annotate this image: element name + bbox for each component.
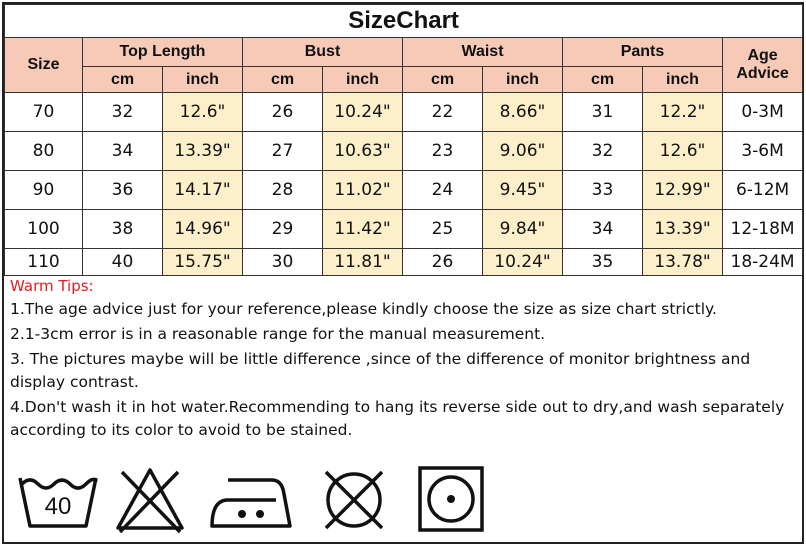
unit-header: cm [243, 67, 323, 93]
table-cell: 12.2" [643, 93, 723, 132]
age-advice-line2: Advice [736, 65, 789, 82]
table-cell: 15.75" [163, 249, 243, 276]
unit-header: inch [643, 67, 723, 93]
table-cell: 24 [403, 171, 483, 210]
size-cell: 110 [5, 249, 83, 276]
unit-header: inch [323, 67, 403, 93]
tip-item: 4.Don't wash it in hot water.Recommending to hang its reverse side out to dry,and wash separately according to its color to avoid to be stained. [10, 398, 785, 439]
table-row [5, 93, 803, 132]
table-cell: 12.99" [643, 171, 723, 210]
table-cell: 10.24" [483, 249, 563, 276]
do-not-dry-clean-icon [318, 464, 390, 534]
age-cell: 6-12M [723, 171, 803, 210]
age-cell: 18-24M [723, 249, 803, 276]
table-cell: 27 [243, 132, 323, 171]
table-cell: 26 [243, 93, 323, 132]
table-cell: 23 [403, 132, 483, 171]
table-row [5, 171, 803, 210]
tips-title: Warm Tips: [10, 277, 94, 295]
table-cell: 10.63" [323, 132, 403, 171]
table-cell: 22 [403, 93, 483, 132]
pants-header: Pants [563, 38, 723, 67]
table-cell: 34 [83, 132, 163, 171]
tumble-dry-icon [416, 464, 486, 534]
table-cell: 31 [563, 93, 643, 132]
table-cell: 33 [563, 171, 643, 210]
table-cell: 36 [83, 171, 163, 210]
table-cell: 32 [83, 93, 163, 132]
table-cell: 8.66" [483, 93, 563, 132]
unit-header: cm [403, 67, 483, 93]
chart-title: SizeChart [5, 5, 803, 38]
table-cell: 40 [83, 249, 163, 276]
tip-item: 1.The age advice just for your reference,please kindly choose the size as size chart strictly. [10, 300, 717, 318]
table-cell: 34 [563, 210, 643, 249]
age-advice-line1: Age [747, 47, 778, 64]
table-cell: 11.81" [323, 249, 403, 276]
table-cell: 12.6" [643, 132, 723, 171]
wash-40-icon [16, 464, 100, 534]
age-cell: 0-3M [723, 93, 803, 132]
bust-header: Bust [243, 38, 403, 67]
care-symbols [14, 464, 804, 539]
table-cell: 29 [243, 210, 323, 249]
size-cell: 90 [5, 171, 83, 210]
table-cell: 30 [243, 249, 323, 276]
table-cell: 38 [83, 210, 163, 249]
size-header: Size [5, 38, 83, 93]
size-chart-sheet [2, 2, 804, 544]
table-cell: 26 [403, 249, 483, 276]
unit-header: inch [483, 67, 563, 93]
top-length-header: Top Length [83, 38, 243, 67]
table-cell: 13.39" [163, 132, 243, 171]
size-chart-table [4, 4, 803, 276]
table-cell: 11.42" [323, 210, 403, 249]
age-advice-header [723, 38, 803, 93]
size-cell: 100 [5, 210, 83, 249]
table-cell: 9.84" [483, 210, 563, 249]
table-cell: 11.02" [323, 171, 403, 210]
unit-header: cm [83, 67, 163, 93]
table-cell: 9.06" [483, 132, 563, 171]
size-cell: 80 [5, 132, 83, 171]
table-row [5, 210, 803, 249]
waist-header: Waist [403, 38, 563, 67]
wash-temperature: 40 [44, 493, 72, 520]
table-cell: 9.45" [483, 171, 563, 210]
tip-item: 2.1-3cm error is in a reasonable range for the manual measurement. [10, 325, 546, 343]
table-cell: 12.6" [163, 93, 243, 132]
tip-item: 3. The pictures maybe will be little difference ,since of the difference of monitor brightness and display contrast. [10, 350, 751, 391]
table-row [5, 249, 803, 276]
unit-header: inch [163, 67, 243, 93]
size-cell: 70 [5, 93, 83, 132]
table-cell: 14.17" [163, 171, 243, 210]
table-row [5, 132, 803, 171]
table-cell: 10.24" [323, 93, 403, 132]
age-cell: 3-6M [723, 132, 803, 171]
unit-header: cm [563, 67, 643, 93]
table-cell: 14.96" [163, 210, 243, 249]
table-cell: 28 [243, 171, 323, 210]
iron-medium-icon [206, 464, 298, 534]
table-cell: 32 [563, 132, 643, 171]
table-cell: 13.39" [643, 210, 723, 249]
table-cell: 35 [563, 249, 643, 276]
table-cell: 13.78" [643, 249, 723, 276]
age-cell: 12-18M [723, 210, 803, 249]
table-cell: 25 [403, 210, 483, 249]
do-not-bleach-icon [112, 464, 188, 534]
warm-tips [6, 276, 804, 442]
